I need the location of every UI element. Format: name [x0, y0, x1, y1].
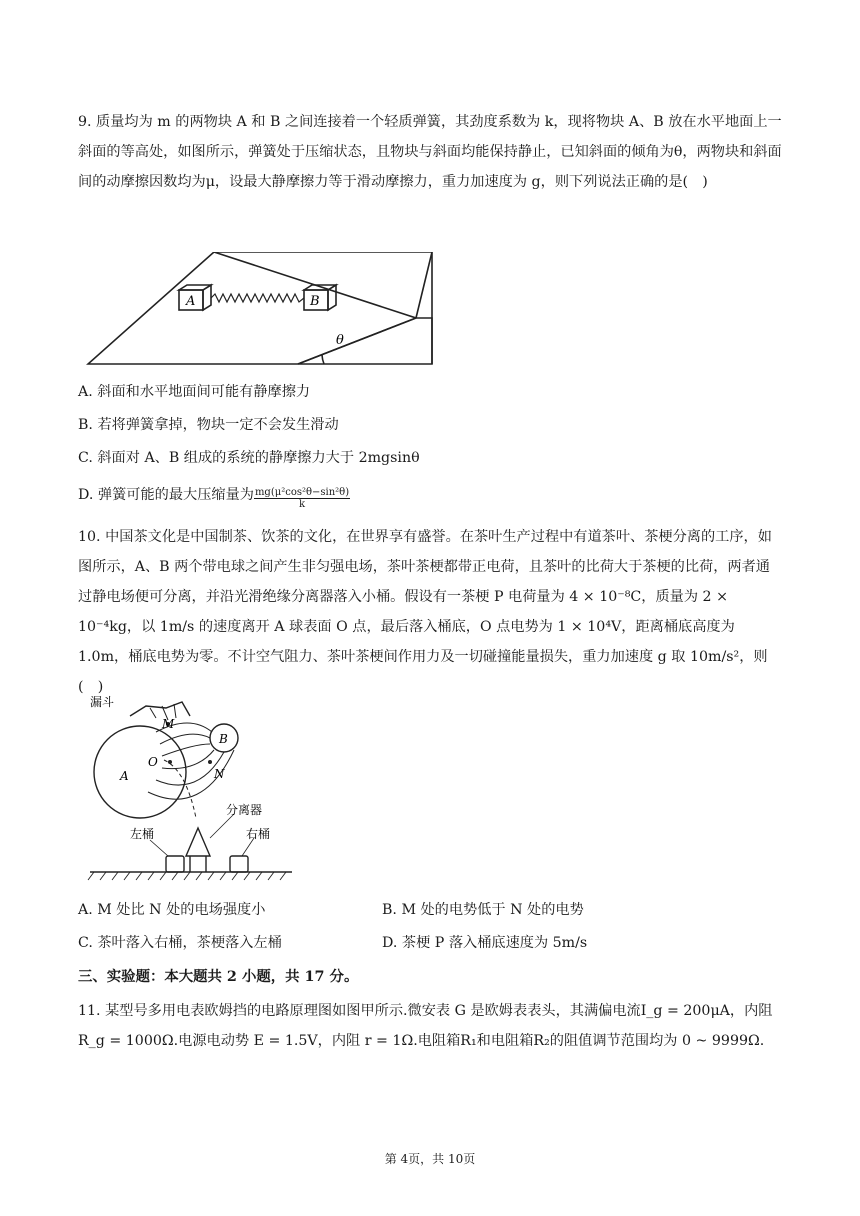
- incline-top-face: [88, 252, 416, 364]
- sphere-b-label: B: [219, 732, 228, 746]
- q10-option-a: A. M 处比 N 处的电场强度小: [78, 902, 266, 918]
- incline-side-face: [298, 318, 432, 364]
- q10-separator-figure: [86, 688, 386, 886]
- q9-option-d-fraction: [254, 487, 350, 510]
- funnel-shape: [130, 702, 190, 716]
- point-m-label: M: [162, 717, 175, 731]
- q10-stem: 10. 中国茶文化是中国制茶、饮茶的文化，在世界享有盛誉。在茶叶生产过程中有道茶叶、茶梗分离的工序，如图所示，A、B 两个带电球之间产生非匀强电场，茶叶茶梗都带正电荷，且茶叶的比荷大于茶梗的比荷，两者通过静电场便可分离，并沿光滑绝缘分离器落入小桶。假设有一茶梗 P 电荷量为 4 × 10⁻⁸C，质量为 2 × 10⁻⁴kg，以 1m/s 的速度离开 A 球表面 O 点，最后落入桶底，O 点电势为 1 × 10⁴V，距离桶底高度为 1.0m，桶底电势为零。不计空气阻力、茶叶茶梗间作用力及一切碰撞能量损失，重力加速度 g 取 10m/s²，则( ): [78, 529, 772, 695]
- point-n-label: N: [214, 767, 225, 781]
- q10-option-b: B. M 处的电势低于 N 处的电势: [382, 902, 584, 918]
- separator-shape: [186, 828, 210, 856]
- left-bucket-shape: [166, 856, 184, 872]
- separator-label: 分离器: [226, 803, 263, 817]
- q10-option-d: D. 茶梗 P 落入桶底速度为 5m/s: [382, 935, 588, 951]
- q9-option-c: C. 斜面对 A、B 组成的系统的静摩擦力大于 2mgsinθ: [78, 450, 420, 466]
- block-a-label: A: [186, 294, 196, 309]
- sphere-a-label: A: [120, 769, 129, 783]
- q9-stem: 9. 质量均为 m 的两物块 A 和 B 之间连接着一个轻质弹簧，其劲度系数为 k，现将物块 A、B 放在水平地面上一斜面的等高处，如图所示，弹簧处于压缩状态，且物块与斜面均能保持静止，已知斜面的倾角为θ，两物块和斜面间的动摩擦因数均为μ，设最大静摩擦力等于滑动摩擦力，重力加速度为 g，则下列说法正确的是( ): [78, 114, 782, 190]
- q9-option-d-numerator: mg(μ²cos²θ−sin²θ): [254, 487, 350, 498]
- section-3-heading: 三、实验题：本大题共 2 小题，共 17 分。: [78, 968, 359, 985]
- block-b-label: B: [310, 294, 320, 309]
- q11-stem: 11. 某型号多用电表欧姆挡的电路原理图如图甲所示.微安表 G 是欧姆表表头，其满偏电流I_g = 200μA，内阻R_g = 1000Ω.电源电动势 E = 1.5V，内阻 r = 1Ω.电阻箱R₁和电阻箱R₂的阻值调节范围均为 0 ~ 9999Ω.: [78, 1003, 773, 1049]
- spring-shape: [211, 294, 304, 302]
- q9-option-d-denominator: k: [299, 499, 306, 510]
- funnel-label: 漏斗: [90, 695, 115, 709]
- q9-option-d: [78, 484, 350, 510]
- page-number-footer: 第 4页，共 10页: [384, 1152, 476, 1166]
- q9-option-d-prefix: D. 弹簧可能的最大压缩量为: [78, 487, 254, 503]
- right-bucket-shape: [230, 856, 248, 872]
- q9-option-b: B. 若将弹簧拿掉，物块一定不会发生滑动: [78, 417, 339, 433]
- point-o-label: O: [148, 755, 158, 769]
- right-bucket-label: 右桶: [246, 827, 271, 841]
- q10-option-c: C. 茶叶落入右桶，茶梗落入左桶: [78, 935, 282, 951]
- left-bucket-label: 左桶: [130, 827, 155, 841]
- angle-theta-label: θ: [336, 333, 344, 348]
- q9-incline-figure: [86, 252, 436, 368]
- sphere-a-shape: [94, 726, 186, 818]
- q9-option-a: A. 斜面和水平地面间可能有静摩擦力: [78, 384, 311, 400]
